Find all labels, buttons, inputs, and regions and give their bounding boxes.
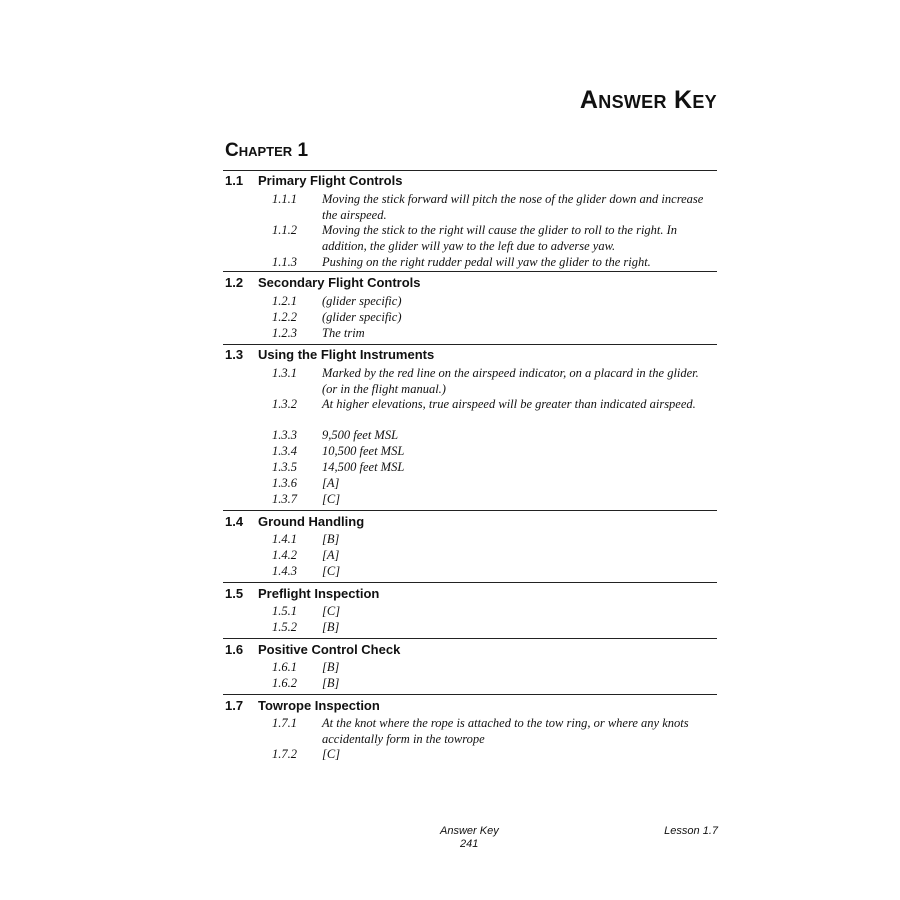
answer-text: [B]	[322, 620, 340, 634]
section-title: Using the Flight Instruments	[258, 347, 435, 362]
answer-number: 1.3.2	[272, 397, 297, 411]
section-title: Positive Control Check	[258, 642, 401, 657]
answer-number: 1.3.6	[272, 476, 297, 490]
answer-text: [C]	[322, 604, 341, 618]
page-title: Answer Key	[579, 86, 717, 114]
answer-item	[272, 491, 722, 507]
answer-number: 1.6.1	[272, 660, 297, 674]
section-number: 1.6	[225, 642, 244, 657]
answer-text: [A]	[322, 548, 340, 562]
answer-number: 1.4.1	[272, 532, 297, 546]
answer-number: 1.3.5	[272, 460, 297, 474]
section-title: Secondary Flight Controls	[258, 275, 421, 290]
answer-text: At the knot where the rope is attached to the tow ring, or where any knots accidentally form in the towrope	[322, 716, 689, 746]
answer-item	[272, 365, 722, 397]
section-divider	[223, 344, 717, 345]
answer-item	[272, 563, 722, 579]
answer-number: 1.1.2	[272, 223, 297, 237]
answer-text: (glider specific)	[322, 294, 402, 308]
section-number: 1.7	[225, 698, 244, 713]
answer-number: 1.3.7	[272, 492, 297, 506]
answer-text: 10,500 feet MSL	[322, 444, 405, 458]
answer-item	[272, 309, 722, 325]
answer-text: Moving the stick to the right will cause the glider to roll to the right. In addition, the glider will yaw to the left due to adverse yaw.	[322, 223, 678, 253]
section-divider	[223, 694, 717, 695]
answer-item	[272, 675, 722, 691]
answer-number: 1.2.3	[272, 326, 297, 340]
answer-number: 1.2.2	[272, 310, 297, 324]
answer-number: 1.5.1	[272, 604, 297, 618]
answer-item	[272, 443, 722, 459]
section-number: 1.5	[225, 586, 244, 601]
answer-text: 9,500 feet MSL	[322, 428, 399, 442]
section-divider	[223, 271, 717, 272]
section-heading	[225, 698, 380, 714]
section-divider	[223, 170, 717, 171]
answer-item	[272, 715, 722, 747]
answer-item	[272, 547, 722, 563]
section-title: Primary Flight Controls	[258, 173, 403, 188]
answer-number: 1.3.4	[272, 444, 297, 458]
section-heading	[225, 586, 379, 602]
section-title: Towrope Inspection	[258, 698, 380, 713]
answer-item	[272, 603, 722, 619]
answer-number: 1.7.2	[272, 747, 297, 761]
answer-item	[272, 396, 722, 412]
section-heading	[225, 275, 421, 291]
section-number: 1.4	[225, 514, 244, 529]
answer-text: [C]	[322, 492, 341, 506]
section-heading	[225, 642, 400, 658]
answer-item	[272, 191, 722, 223]
section-divider	[223, 638, 717, 639]
answer-text: At higher elevations, true airspeed will be greater than indicated airspeed.	[322, 397, 696, 411]
answer-text: [C]	[322, 747, 341, 761]
section-divider	[223, 510, 717, 511]
answer-item	[272, 325, 722, 341]
answer-number: 1.3.3	[272, 428, 297, 442]
answer-text: [B]	[322, 676, 340, 690]
answer-text: Pushing on the right rudder pedal will yaw the glider to the right.	[322, 255, 651, 269]
section-divider	[223, 582, 717, 583]
section-title: Ground Handling	[258, 514, 365, 529]
answer-item	[272, 222, 722, 254]
answer-item	[272, 459, 722, 475]
answer-text: Marked by the red line on the airspeed indicator, on a placard in the glider. (or in the flight manual.)	[322, 366, 699, 396]
section-heading	[225, 514, 364, 530]
answer-text: [A]	[322, 476, 340, 490]
answer-item	[272, 427, 722, 443]
answer-number: 1.3.1	[272, 366, 297, 380]
section-number: 1.2	[225, 275, 244, 290]
answer-item	[272, 619, 722, 635]
answer-number: 1.4.3	[272, 564, 297, 578]
page-number: 241	[460, 838, 479, 850]
answer-text: The trim	[322, 326, 365, 340]
footer-left: Answer Key	[440, 825, 499, 837]
answer-item	[272, 746, 722, 762]
answer-number: 1.4.2	[272, 548, 297, 562]
section-heading	[225, 347, 434, 363]
section-number: 1.1	[225, 173, 244, 188]
answer-text: [C]	[322, 564, 341, 578]
section-title: Preflight Inspection	[258, 586, 380, 601]
answer-text: [B]	[322, 660, 340, 674]
chapter-title: Chapter 1	[225, 140, 309, 161]
answer-number: 1.6.2	[272, 676, 297, 690]
answer-number: 1.5.2	[272, 620, 297, 634]
section-number: 1.3	[225, 347, 244, 362]
answer-text: (glider specific)	[322, 310, 402, 324]
answer-number: 1.7.1	[272, 716, 297, 730]
answer-text: 14,500 feet MSL	[322, 460, 405, 474]
answer-text: [B]	[322, 532, 340, 546]
answer-item	[272, 475, 722, 491]
footer-right: Lesson 1.7	[664, 825, 718, 837]
answer-number: 1.2.1	[272, 294, 297, 308]
answer-number: 1.1.3	[272, 255, 297, 269]
answer-item	[272, 293, 722, 309]
answer-text: Moving the stick forward will pitch the nose of the glider down and increase the airspeed.	[322, 192, 704, 222]
answer-item	[272, 254, 722, 270]
answer-number: 1.1.1	[272, 192, 297, 206]
answer-item	[272, 531, 722, 547]
answer-item	[272, 659, 722, 675]
section-heading	[225, 173, 402, 189]
